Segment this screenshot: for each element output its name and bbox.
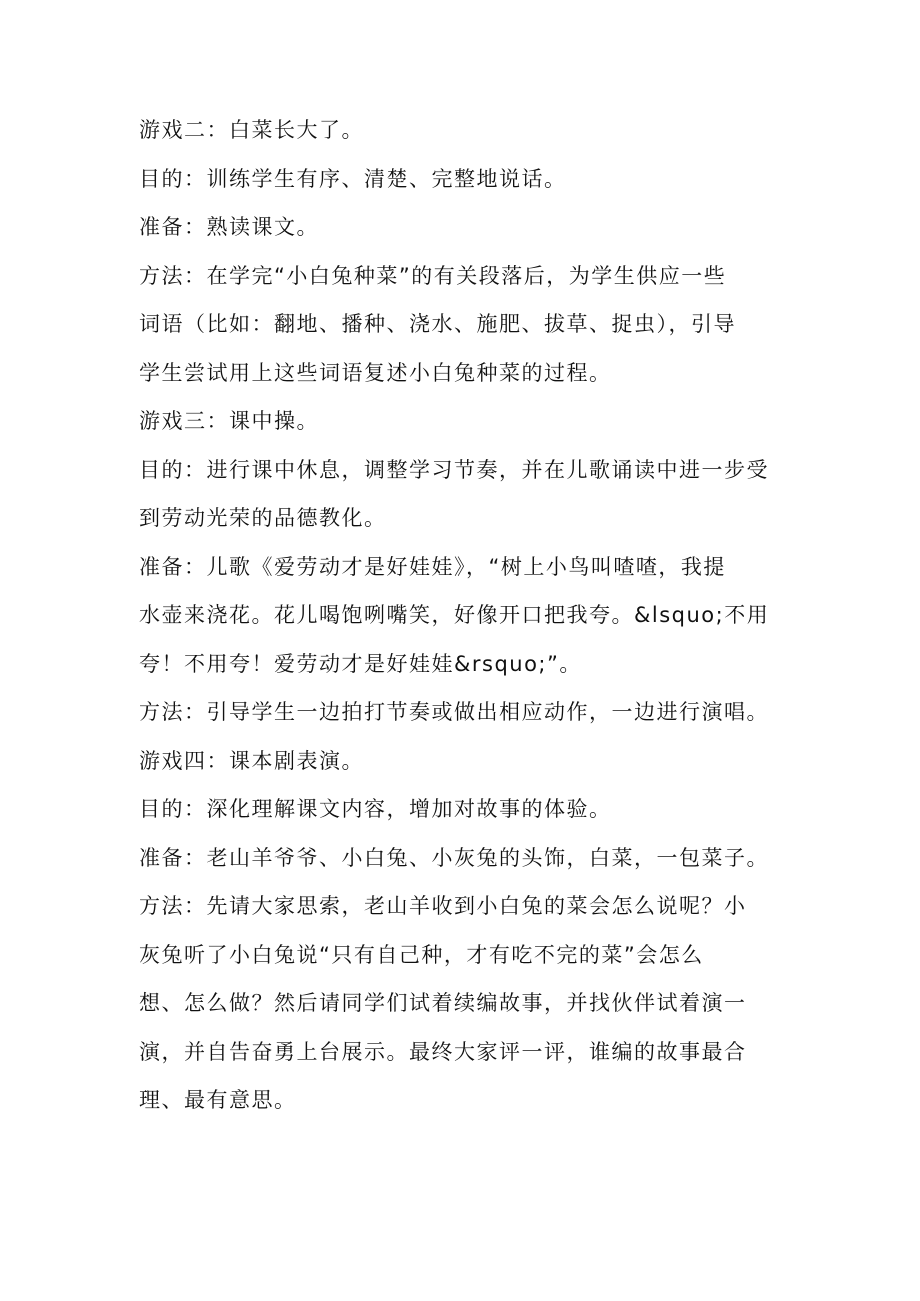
document-body <box>139 106 809 1125</box>
game-four-method-line: 理、最有意思。 <box>139 1088 297 1112</box>
game-two-method-line: 方法：在学完“小白兔种菜”的有关段落后，为学生供应一些 <box>139 263 727 288</box>
game-three-method: 方法：引导学生一边拍打节奏或做出相应动作，一边进行演唱。 <box>139 700 769 724</box>
game-three-purpose-line: 到劳动光荣的品德教化。 <box>139 506 387 530</box>
game-two-purpose: 目的：训练学生有序、清楚、完整地说话。 <box>139 166 567 191</box>
game-three-preparation-line: 夸！不用夸！爱劳动才是好娃娃&rsquo;”。 <box>139 651 582 676</box>
game-four-method-line: 想、怎么做？然后请同学们试着续编故事，并找伙伴试着演一 <box>139 991 747 1015</box>
game-four-method-line: 演，并自告奋勇上台展示。最终大家评一评，谁编的故事最合 <box>139 1039 747 1064</box>
game-three-heading: 游戏三：课中操。 <box>139 409 319 433</box>
game-two-method-line: 学生尝试用上这些词语复述小白兔种菜的过程。 <box>139 360 612 385</box>
game-three-preparation-line: 准备：儿歌《爱劳动才是好娃娃》，“树上小鸟叫喳喳，我提 <box>139 554 726 579</box>
game-two-method-line: 词语（比如：翻地、播种、浇水、施肥、拔草、捉虫），引导 <box>139 312 736 336</box>
game-four-method-line: 灰兔听了小白兔说“只有自己种，才有吃不完的菜”会怎么 <box>139 942 704 967</box>
game-two-preparation: 准备：熟读课文。 <box>139 215 319 239</box>
game-two-heading: 游戏二：白菜长大了。 <box>139 118 364 142</box>
game-four-heading: 游戏四：课本剧表演。 <box>139 748 364 773</box>
game-four-preparation: 准备：老山羊爷爷、小白兔、小灰兔的头饰，白菜，一包菜子。 <box>139 845 769 870</box>
game-three-preparation-line: 水壶来浇花。花儿喝饱咧嘴笑，好像开口把我夸。&lsquo;不用 <box>139 603 770 627</box>
game-four-method-line: 方法：先请大家思索，老山羊收到小白兔的菜会怎么说呢？小 <box>139 894 747 918</box>
game-four-purpose: 目的：深化理解课文内容，增加对故事的体验。 <box>139 797 612 821</box>
game-three-purpose-line: 目的：进行课中休息，调整学习节奏，并在儿歌诵读中进一步受 <box>139 457 769 482</box>
